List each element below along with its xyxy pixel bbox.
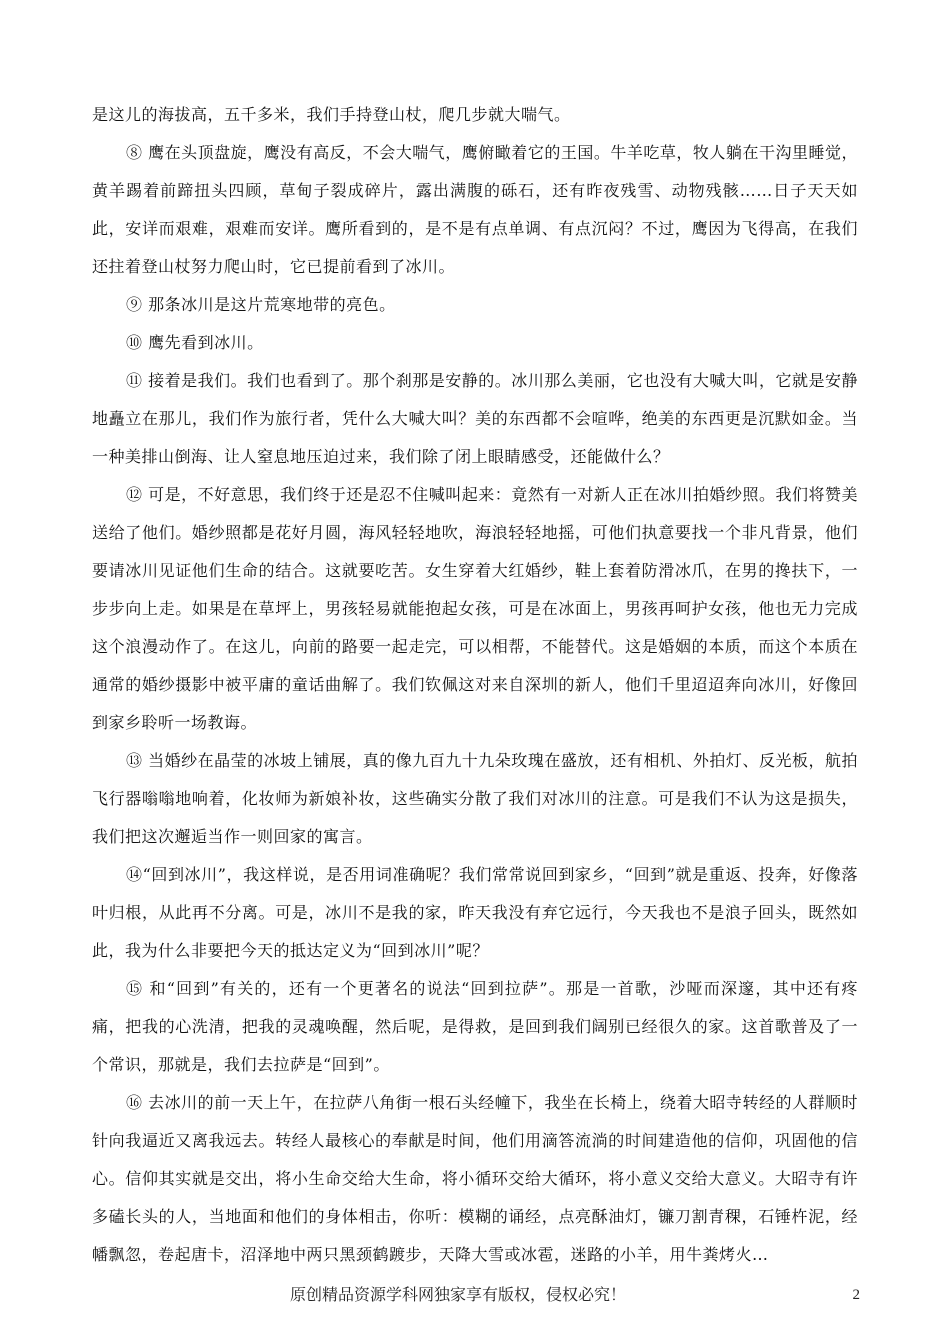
page-footer (0, 1282, 950, 1308)
copyright-notice: 原创精品资源学科网独家享有版权，侵权必究！ (289, 1285, 626, 1304)
article-body (92, 96, 858, 1274)
paragraph-13: ⑬ 当婚纱在晶莹的冰坡上铺展，真的像九百九十九朵玫瑰在盛放，还有相机、外拍灯、反光板，航拍飞行器嗡嗡地响着，化妆师为新娘补妆，这些确实分散了我们对冰川的注意。可是我们不认为这是损失，我们把这次邂逅当作一则回家的寓言。 (92, 751, 858, 846)
paragraph-9: ⑨ 那条冰川是这片荒寒地带的亮色。 (126, 295, 396, 314)
paragraph-15: ⑮ 和“回到”有关的，还有一个更著名的说法“回到拉萨”。那是一首歌，沙哑而深邃，其中还有疼痛，把我的心洗清，把我的灵魂唤醒，然后呢，是得救，是回到我们阔别已经很久的家。这首歌普及了一个常识，那就是，我们去拉萨是“回到”。 (92, 979, 858, 1074)
page-number: 2 (852, 1287, 860, 1303)
paragraph-10: ⑩ 鹰先看到冰川。 (126, 333, 264, 352)
paragraph-11: ⑪ 接着是我们。我们也看到了。那个刹那是安静的。冰川那么美丽，它也没有大喊大叫，它就是安静地矗立在那儿，我们作为旅行者，凭什么大喊大叫？美的东西都不会喧哗，绝美的东西更是沉默如金。当一种美排山倒海、让人窒息地压迫过来，我们除了闭上眼睛感受，还能做什么？ (92, 371, 858, 466)
paragraph-continuation: 是这儿的海拔高，五千多米，我们手持登山杖，爬几步就大喘气。 (92, 105, 571, 124)
paragraph-8: ⑧ 鹰在头顶盘旋，鹰没有高反，不会大喘气，鹰俯瞰着它的王国。牛羊吃草，牧人躺在干沟里睡觉，黄羊踢着前蹄扭头四顾，草甸子裂成碎片，露出满腹的砾石，还有昨夜残雪、动物残骸……日子天天如此，安详而艰难，艰难而安详。鹰所看到的，是不是有点单调、有点沉闷？不过，鹰因为飞得高，在我们还拄着登山杖努力爬山时，它已提前看到了冰川。 (92, 143, 858, 276)
paragraph-16: ⑯ 去冰川的前一天上午，在拉萨八角街一根石头经幢下，我坐在长椅上，绕着大昭寺转经的人群顺时针向我逼近又离我远去。转经人最核心的奉献是时间，他们用滴答流淌的时间建造他的信仰，巩固他的信心。信仰其实就是交出，将小生命交给大生命，将小循环交给大循环，将小意义交给大意义。大昭寺有许多磕长头的人，当地面和他们的身体相击，你听：模糊的诵经，点亮酥油灯，镰刀割青稞，石锤杵泥，经幡飘忽，卷起唐卡，沼泽地中两只黑颈鹤踱步，天降大雪或冰雹，迷路的小羊，用牛粪烤火… (92, 1093, 858, 1264)
paragraph-12: ⑫ 可是，不好意思，我们终于还是忍不住喊叫起来：竟然有一对新人正在冰川拍婚纱照。我们将赞美送给了他们。婚纱照都是花好月圆，海风轻轻地吹，海浪轻轻地摇，可他们执意要找一个非凡背景，他们要请冰川见证他们生命的结合。这就要吃苦。女生穿着大红婚纱，鞋上套着防滑冰爪，在男的搀扶下，一步步向上走。如果是在草坪上，男孩轻易就能抱起女孩，可是在冰面上，男孩再呵护女孩，他也无力完成这个浪漫动作了。在这儿，向前的路要一起走完，可以相帮，不能替代。这是婚姻的本质，而这个本质在通常的婚纱摄影中被平庸的童话曲解了。我们钦佩这对来自深圳的新人，他们千里迢迢奔向冰川，好像回到家乡聆听一场教诲。 (92, 485, 858, 732)
paragraph-14: ⑭“回到冰川”，我这样说，是否用词准确呢？我们常常说回到家乡，“回到”就是重返、投奔，好像落叶归根，从此再不分离。可是，冰川不是我的家，昨天我没有弃它远行，今天我也不是浪子回头，既然如此，我为什么非要把今天的抵达定义为“回到冰川”呢？ (92, 865, 858, 960)
